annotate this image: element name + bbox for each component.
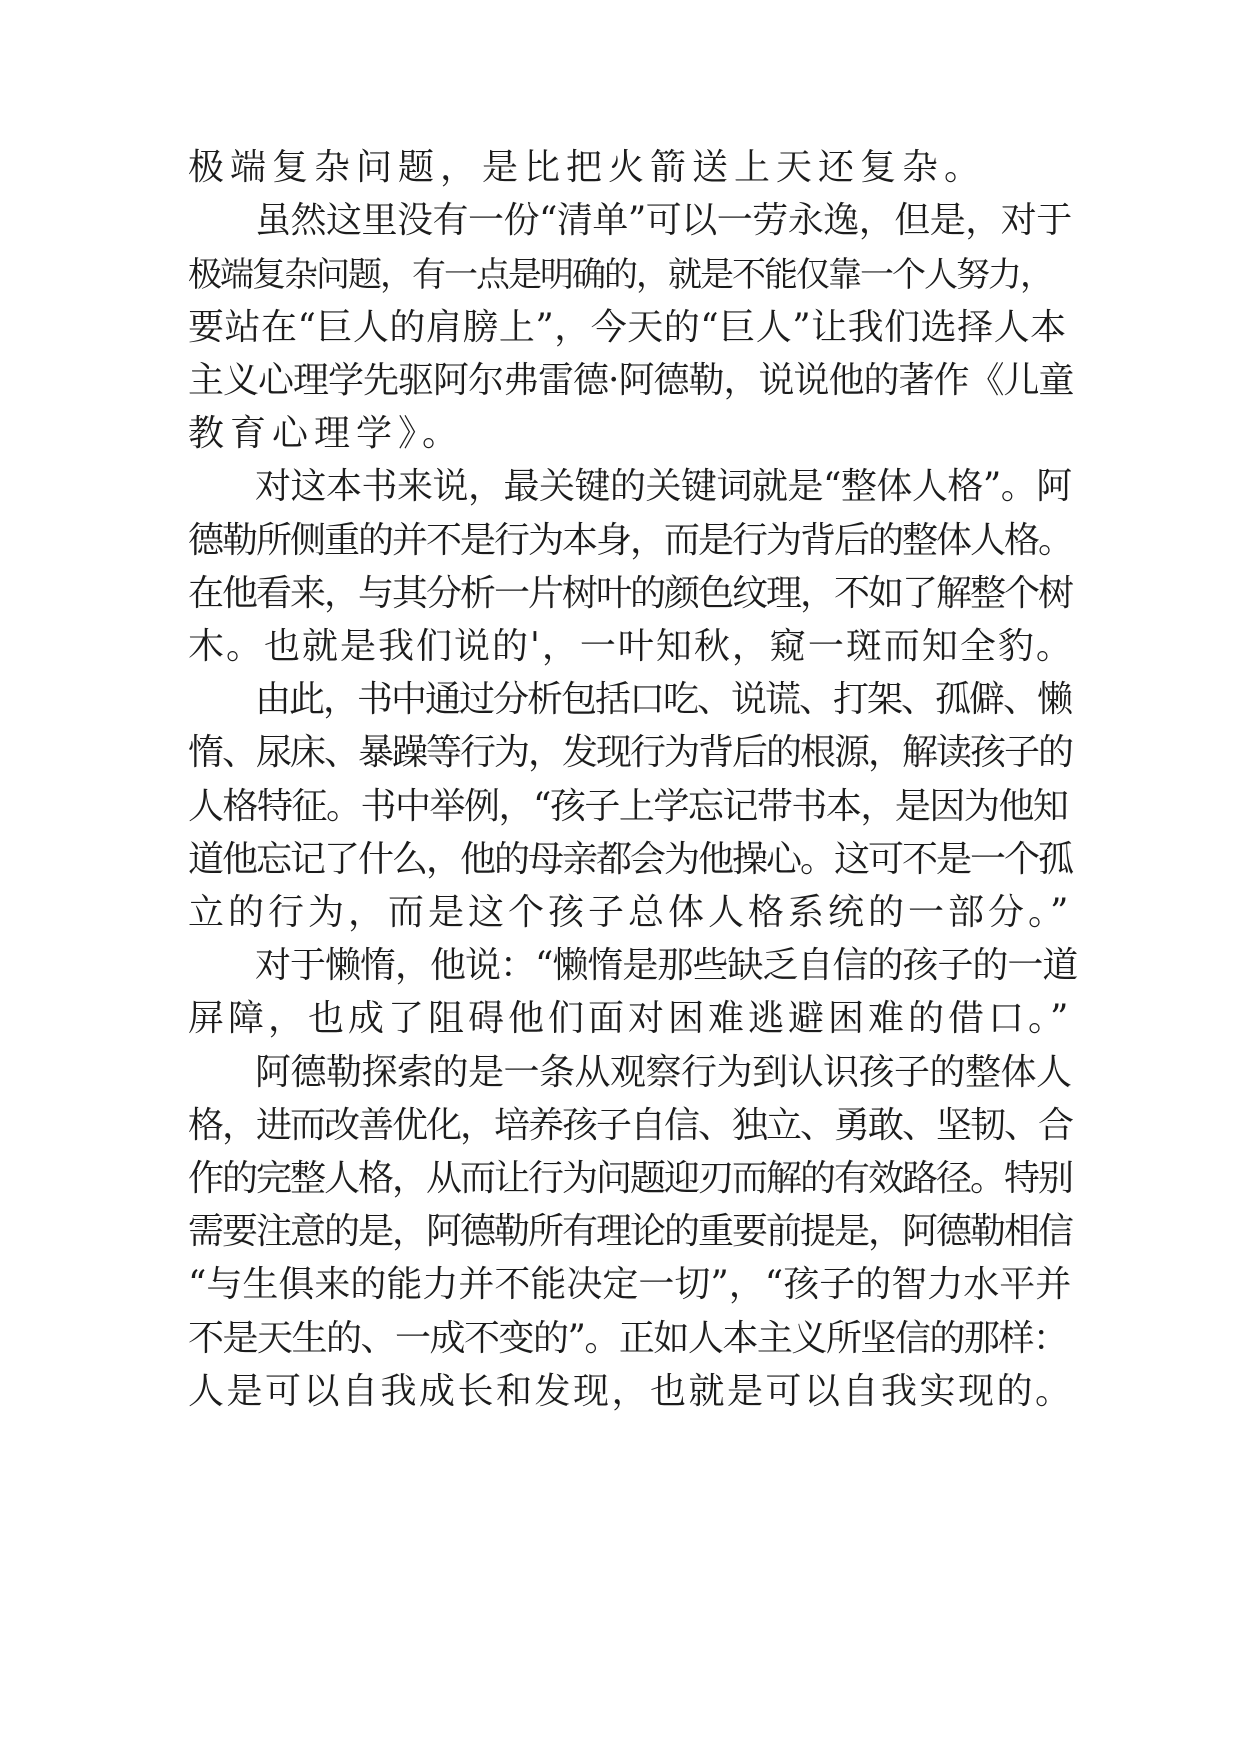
text-line: 要站在“巨人的肩膀上”，今天的“巨人”让我们选择人本: [188, 307, 1067, 348]
text-line: 惰、尿床、暴躁等行为，发现行为背后的根源，解读孩子的: [188, 732, 1073, 773]
text-line: 在他看来，与其分析一片树叶的颜色纹理，不如了解整个树: [188, 573, 1073, 614]
text-line: 道他忘记了什么，他的母亲都会为他操心。这可不是一个孤: [188, 839, 1073, 880]
text-line: 人是可以自我成长和发现，也就是可以自我实现的。: [188, 1371, 1074, 1412]
text-line: 德勒所侧重的并不是行为本身，而是行为背后的整体人格。: [188, 520, 1073, 561]
text-line: 人格特征。书中举例，“孩子上学忘记带书本，是因为他知: [188, 786, 1068, 827]
text-line: 作的完整人格，从而让行为问题迎刃而解的有效路径。特别: [188, 1158, 1073, 1199]
text-line: 屏障，也成了阻碍他们面对困难逃避困难的借口。”: [188, 998, 1073, 1039]
text-line: 需要注意的是，阿德勒所有理论的重要前提是，阿德勒相信: [188, 1211, 1073, 1252]
text-line: 格，进而改善优化，培养孩子自信、独立、勇敢、坚韧、合: [188, 1105, 1073, 1146]
text-line: 不是天生的、一成不变的”。正如人本主义所坚信的那样：: [188, 1318, 1068, 1359]
text-line: 主义心理学先驱阿尔弗雷德·阿德勒，说说他的著作《儿童: [188, 360, 1074, 401]
text-line: 极端复杂问题，是比把火箭送上天还复杂。: [188, 147, 987, 188]
text-line: 极端复杂问题，有一点是明确的，就是不能仅靠一个人努力，: [188, 255, 1052, 295]
text-line: “与生俱来的能力并不能决定一切”，“孩子的智力水平并: [188, 1264, 1072, 1305]
text-line: 对于懒惰，他说：“懒惰是那些缺乏自信的孩子的一道: [255, 945, 1078, 986]
text-line: 教育心理学》。: [188, 413, 465, 454]
text-line: 木。也就是我们说的'，一叶知秋，窥一斑而知全豹。: [188, 626, 1074, 667]
text-line: 虽然这里没有一份“清单”可以一劳永逸，但是，对于: [255, 200, 1072, 241]
text-line: 立的行为，而是这个孩子总体人格系统的一部分。”: [188, 892, 1073, 933]
text-line: 对这本书来说，最关键的关键词就是“整体人格”。阿: [255, 466, 1072, 507]
text-line: 阿德勒探索的是一条从观察行为到认识孩子的整体人: [255, 1052, 1072, 1093]
text-line: 由此，书中通过分析包括口吃、说谎、打架、孤僻、懒: [255, 679, 1072, 720]
